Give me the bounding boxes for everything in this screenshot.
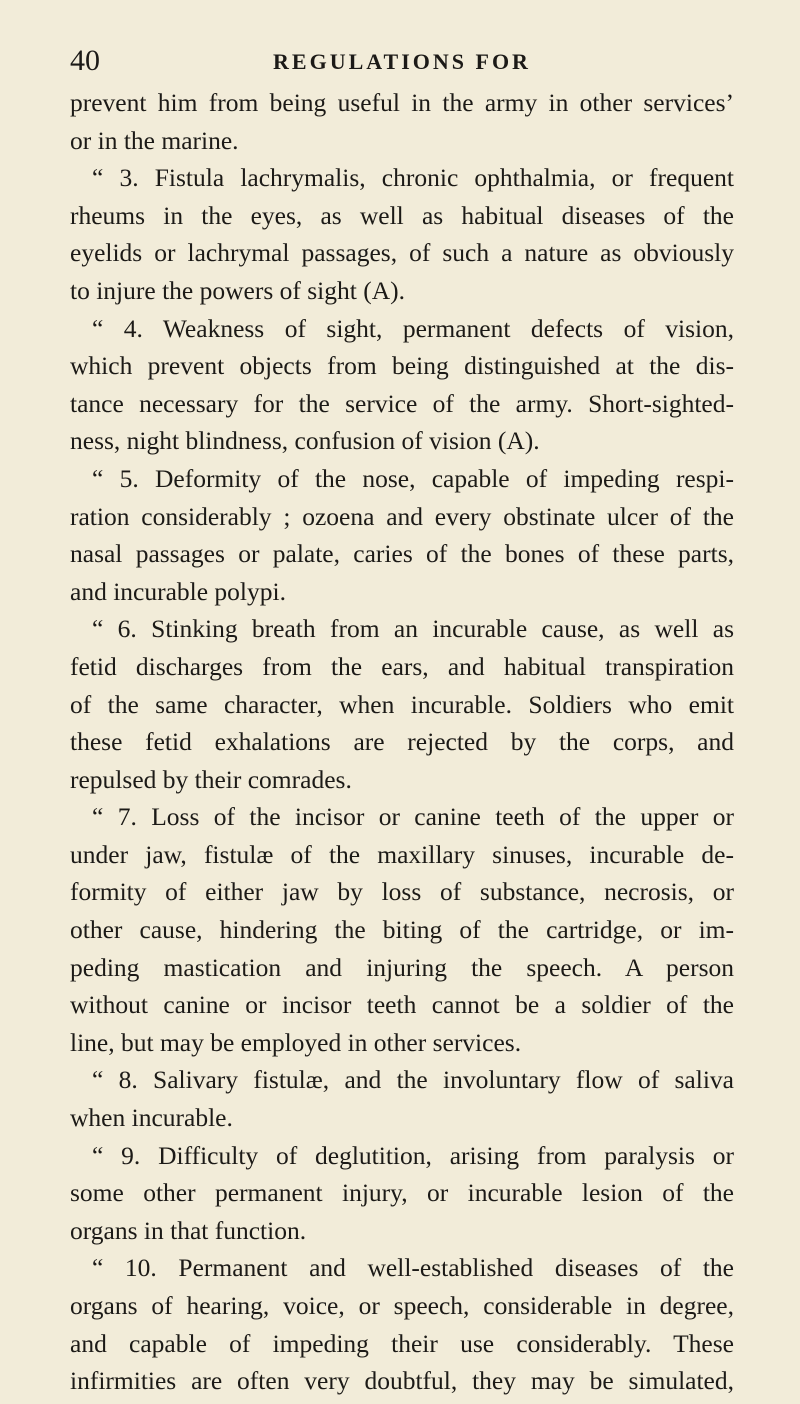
running-title: REGULATIONS FOR xyxy=(273,49,531,74)
text-line: tance necessary for the service of the army. Short-sighted- xyxy=(70,388,734,418)
text-line: ness, night blindness, confusion of vision (A). xyxy=(70,426,540,456)
text-line: ration considerably ; ozoena and every obstinate ulcer of the xyxy=(70,501,734,531)
text-line: eyelids or lachrymal passages, of such a nature as obviously xyxy=(70,238,734,268)
text-line: “ 5. Deformity of the nose, capable of impeding respi- xyxy=(92,463,734,493)
text-line: other cause, hindering the biting of the cartridge, or im- xyxy=(70,915,734,945)
text-line: prevent him from being useful in the army in other services’ xyxy=(70,88,734,117)
text-line: line, but may be employed in other services. xyxy=(70,1027,522,1057)
text-line: organs of hearing, voice, or speech, considerable in degree, xyxy=(70,1291,734,1320)
text-line: “ 10. Permanent and well-established diseases of the xyxy=(92,1253,734,1283)
text-line: under jaw, fistulæ of the maxillary sinuses, incurable de- xyxy=(70,839,734,869)
text-line: these fetid exhalations are rejected by the corps, and xyxy=(70,727,734,757)
text-line: repulsed by their comrades. xyxy=(70,764,352,794)
page-number: 40 xyxy=(70,44,100,77)
text-line: rheums in the eyes, as well as habitual diseases of the xyxy=(70,200,734,230)
text-line: “ 8. Salivary fistulæ, and the involuntary flow of saliva xyxy=(92,1065,734,1095)
text-line: “ 9. Difficulty of deglutition, arising from paralysis or xyxy=(92,1140,734,1170)
text-line: formity of either jaw by loss of substance, necrosis, or xyxy=(70,877,734,907)
text-line: organs in that function. xyxy=(70,1215,307,1245)
text-line: “ 7. Loss of the incisor or canine teeth of the upper or xyxy=(92,802,734,832)
text-line: infirmities are often very doubtful, they may be simulated, xyxy=(70,1366,734,1396)
text-line: and capable of impeding their use considerably. These xyxy=(70,1328,734,1358)
text-line: or in the marine. xyxy=(70,125,239,155)
text-line: fetid discharges from the ears, and habitual transpiration xyxy=(70,651,734,681)
text-line: “ 4. Weakness of sight, permanent defects of vision, xyxy=(92,313,734,343)
text-line: and incurable polypi. xyxy=(70,576,286,606)
text-line: which prevent objects from being distinguished at the dis- xyxy=(70,351,734,381)
text-line: “ 3. Fistula lachrymalis, chronic ophthalmia, or frequent xyxy=(92,163,734,193)
text-line: of the same character, when incurable. Soldiers who emit xyxy=(70,689,734,719)
running-head xyxy=(70,44,734,84)
text-line: peding mastication and injuring the speech. A person xyxy=(70,952,734,982)
body-text xyxy=(70,84,734,1400)
text-line: when incurable. xyxy=(70,1103,233,1133)
text-line: some other permanent injury, or incurable lesion of the xyxy=(70,1178,734,1208)
text-line: nasal passages or palate, caries of the bones of these parts, xyxy=(70,539,734,569)
text-line: without canine or incisor teeth cannot be a soldier of the xyxy=(70,990,734,1020)
text-line: to injure the powers of sight (A). xyxy=(70,275,405,305)
text-line: “ 6. Stinking breath from an incurable cause, as well as xyxy=(92,614,734,644)
